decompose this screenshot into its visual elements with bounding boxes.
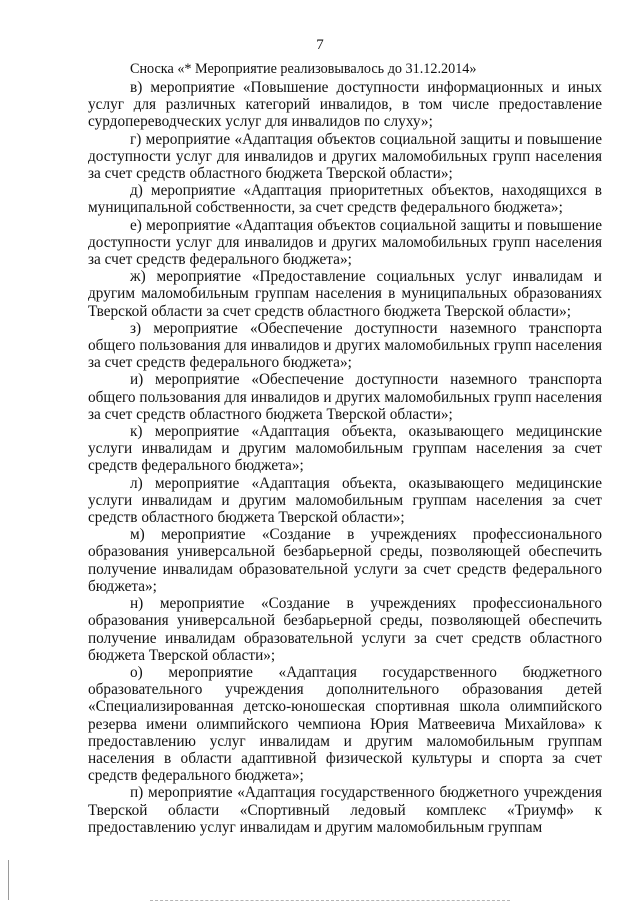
- list-item-v: в) мероприятие «Повышение доступности информационных и иных услуг для различных категорий инвалидов, в том числе предоставление сурдопереводческих услуг для инвалидов по слуху»;: [88, 79, 602, 131]
- scan-edge-mark: [8, 860, 9, 900]
- list-item-g: г) мероприятие «Адаптация объектов социальной защиты и повышение доступности услуг для инвалидов и других маломобильных групп населения за счет средств областного бюджета Тверской области»;: [88, 130, 602, 183]
- page-number: 7: [316, 37, 324, 53]
- scan-bottom-artifact: [150, 900, 510, 902]
- footnote: Сноска «* Мероприятие реализовывалось до 31.12.2014»: [130, 61, 477, 77]
- list-item-d: д) мероприятие «Адаптация приоритетных объектов, находящихся в муниципальной собственности, за счет средств федерального бюджета»;: [88, 182, 602, 217]
- document-body: [88, 60, 602, 836]
- list-item-p: п) мероприятие «Адаптация государственного бюджетного учреждения Тверской области «Спортивный ледовый комплекс «Триумф» к предоставлению услуг инвалидам и другим маломобильным группам: [88, 784, 602, 836]
- list-item-e: е) мероприятие «Адаптация объектов социальной защиты и повышение доступности услуг для инвалидов и других маломобильных групп населения за счет средств федерального бюджета»;: [88, 216, 602, 269]
- list-item-o: о) мероприятие «Адаптация государственного бюджетного образовательного учреждения дополнительного образования детей «Специализированная детско-юношеская спортивная школа олимпийского резерва имени олимпийского чемпиона Юрия Матвеевича Михайлова» к предоставлению услуг инвалидам и другим маломобильным группам населения в области адаптивной физической культуры и спорта за счет средств федерального бюджета»;: [88, 663, 602, 785]
- list-item-z: з) мероприятие «Обеспечение доступности наземного транспорта общего пользования для инвалидов и других маломобильных групп населения за счет средств федерального бюджета»;: [88, 319, 602, 372]
- list-item-i: и) мероприятие «Обеспечение доступности наземного транспорта общего пользования для инвалидов и других маломобильных групп населения за счет средств областного бюджета Тверской области»;: [88, 371, 602, 423]
- list-item-n: н) мероприятие «Создание в учреждениях профессионального образования универсальной безбарьерной среды, позволяющей обеспечить получение инвалидам образовательной услуги за счет средств областного бюджета Тверской области»;: [88, 595, 602, 664]
- list-item-l: л) мероприятие «Адаптация объекта, оказывающего медицинские услуги инвалидам и другим маломобильным группам населения за счет средств областного бюджета Тверской области»;: [88, 474, 602, 527]
- list-item-zh: ж) мероприятие «Предоставление социальных услуг инвалидам и другим маломобильным группам населения в муниципальных образованиях Тверской области за счет средств областного бюджета Тверской области»;: [88, 268, 602, 320]
- list-item-k: к) мероприятие «Адаптация объекта, оказывающего медицинские услуги инвалидам и другим маломобильным группам населения за счет средств федерального бюджета»;: [88, 423, 602, 475]
- list-item-m: м) мероприятие «Создание в учреждениях профессионального образования универсальной безбарьерной среды, позволяющей обеспечить получение инвалидам образовательной услуги за счет средств федерального бюджета»;: [88, 526, 602, 595]
